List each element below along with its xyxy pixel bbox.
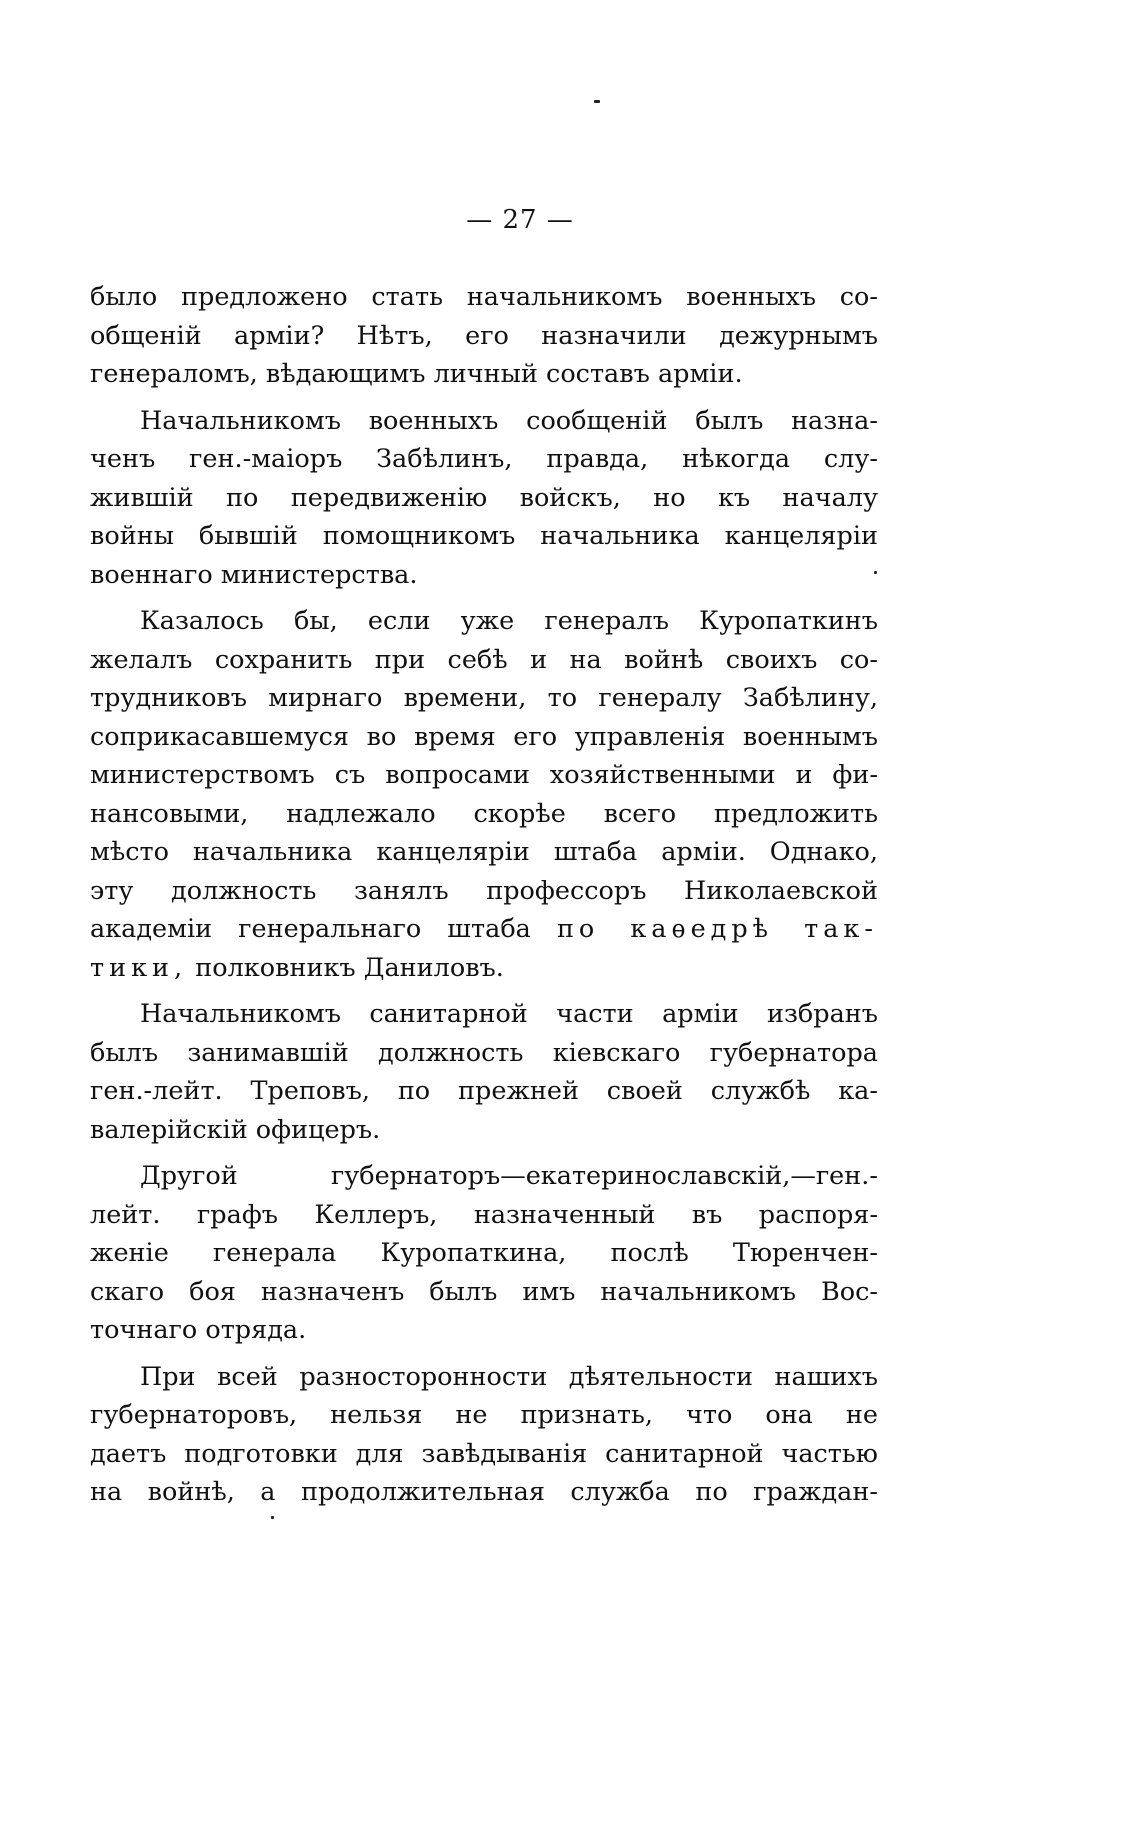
paragraph-5 bbox=[90, 1157, 878, 1350]
text-line: соприкасавшемуся во время его управленія военнымъ bbox=[90, 721, 878, 752]
spaced-text: по каѳедрѣ так- bbox=[556, 914, 878, 944]
page-number: — 27 — bbox=[466, 205, 574, 235]
text-line: ченъ ген.-маіоръ Забѣлинъ, правда, нѣкогда слу- bbox=[90, 444, 878, 474]
text-line: былъ занимавшій должность кіевскаго губернатора bbox=[90, 1037, 878, 1068]
text-line: общеній арміи? Нѣтъ, его назначили дежурнымъ bbox=[90, 320, 878, 351]
text-line: валерійскій офицеръ. bbox=[90, 1114, 381, 1145]
ink-speck bbox=[594, 100, 600, 103]
text-line: губернаторовъ, нельзя не признать, что она не bbox=[90, 1400, 878, 1430]
text-line: лейт. графъ Келлеръ, назначенный въ распоря- bbox=[90, 1199, 878, 1230]
ink-speck bbox=[271, 1516, 274, 1519]
text-segment: полковникъ Даниловъ. bbox=[187, 952, 504, 983]
text-line: женіе генерала Куропаткина, послѣ Тюренчен- bbox=[90, 1238, 878, 1268]
text-line: военнаго министерства. bbox=[90, 559, 418, 590]
text-line: министерствомъ съ вопросами хозяйственными и фи- bbox=[90, 760, 878, 790]
paragraph-2 bbox=[90, 402, 878, 595]
text-line: желалъ сохранить при себѣ и на войнѣ своихъ со- bbox=[90, 644, 878, 675]
text-line: Казалось бы, если уже генералъ Куропаткинъ bbox=[140, 606, 878, 636]
text-line bbox=[90, 949, 878, 988]
body-text bbox=[90, 278, 878, 1520]
paragraph-1 bbox=[90, 278, 878, 394]
ink-speck bbox=[874, 571, 877, 574]
text-line: трудниковъ мирнаго времени, то генералу Забѣлину, bbox=[90, 683, 878, 713]
text-line: точнаго отряда. bbox=[90, 1315, 307, 1345]
text-line: нансовыми, надлежало скорѣе всего предложить bbox=[90, 798, 878, 829]
text-line: войны бывшій помощникомъ начальника канцеляріи bbox=[90, 521, 878, 551]
text-line: Другой губернаторъ—екатеринославскій,—ген.- bbox=[140, 1161, 878, 1191]
text-line: ген.-лейт. Треповъ, по прежней своей службѣ ка- bbox=[90, 1076, 878, 1106]
text-line: эту должность занялъ профессоръ Николаевской bbox=[90, 875, 878, 906]
text-line: генераломъ, вѣдающимъ личный составъ арміи. bbox=[90, 359, 743, 389]
text-line: скаго боя назначенъ былъ имъ начальникомъ Вос- bbox=[90, 1276, 878, 1307]
text-line: Начальникомъ военныхъ сообщеній былъ назна- bbox=[140, 405, 878, 436]
text-line: жившій по передвиженію войскъ, но къ началу bbox=[90, 482, 878, 513]
text-line bbox=[90, 910, 878, 949]
text-line: При всей разносторонности дѣятельности нашихъ bbox=[140, 1361, 878, 1392]
paragraph-4 bbox=[90, 995, 878, 1149]
text-line: мѣсто начальника канцеляріи штаба арміи. Однако, bbox=[90, 837, 878, 867]
paragraph-6 bbox=[90, 1358, 878, 1512]
text-line: Начальникомъ санитарной части арміи избранъ bbox=[140, 999, 878, 1029]
text-line: было предложено стать начальникомъ военныхъ со- bbox=[90, 282, 878, 312]
paragraph-3 bbox=[90, 602, 878, 987]
spaced-text: тики, bbox=[90, 952, 188, 983]
text-line: даетъ подготовки для завѣдыванія санитарной частью bbox=[90, 1438, 878, 1469]
text-line: на войнѣ, а продолжительная служба по граждан- bbox=[90, 1477, 878, 1507]
text-segment: академіи генеральнаго штаба bbox=[90, 914, 557, 944]
